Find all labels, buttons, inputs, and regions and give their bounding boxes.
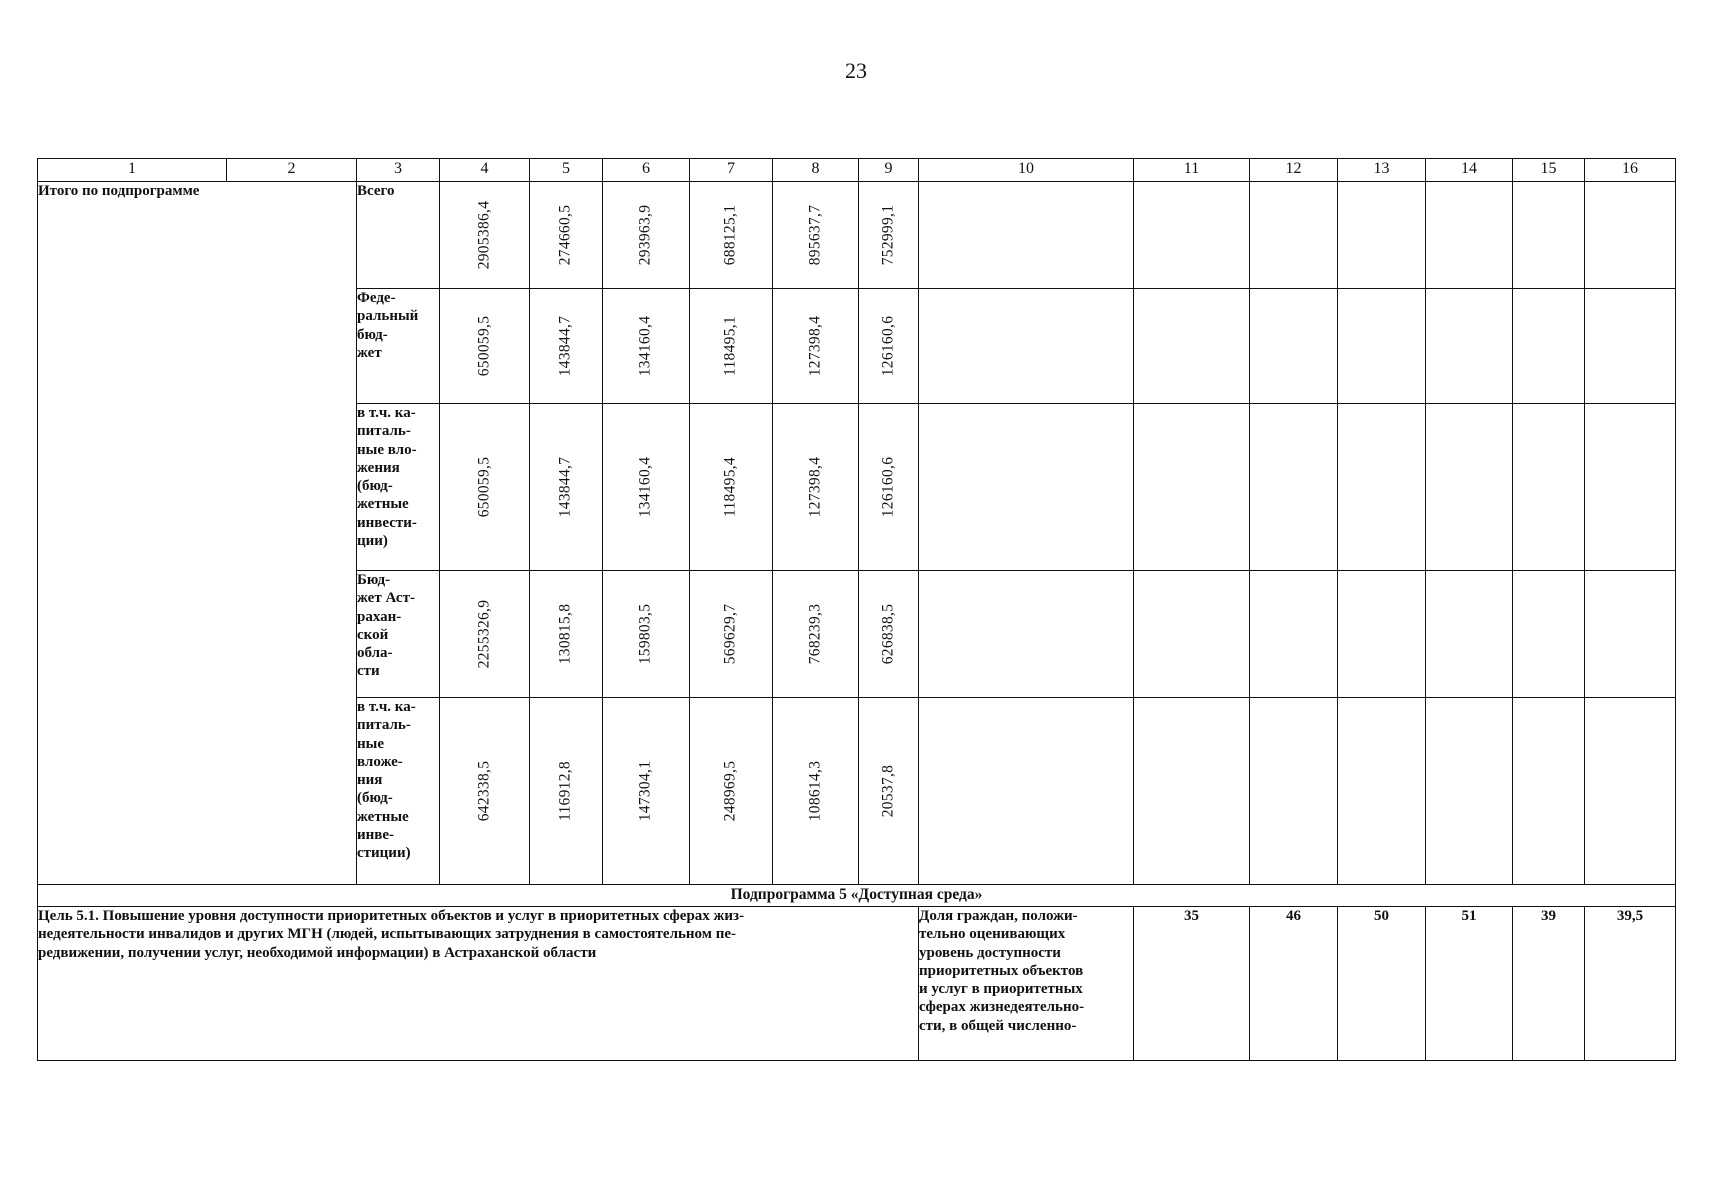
empty-cell [1134, 698, 1250, 885]
amount-cell: 134160,4 [603, 404, 690, 571]
empty-cell [1338, 404, 1426, 571]
amount-cell: 650059,5 [440, 289, 530, 404]
funding-source: в т.ч. ка- питаль- ные вложе- ния (бюд- жетные инве- стиции) [357, 698, 440, 885]
amount-cell: 118495,4 [690, 404, 773, 571]
empty-cell [1426, 182, 1513, 289]
column-number: 7 [690, 159, 773, 182]
budget-table [37, 158, 1676, 1061]
empty-cell [1134, 182, 1250, 289]
funding-source: в т.ч. ка- питаль- ные вло- жения (бюд- жетные инвести- ции) [357, 404, 440, 571]
empty-cell [1426, 571, 1513, 698]
empty-cell [1250, 289, 1338, 404]
empty-cell [1338, 289, 1426, 404]
empty-cell [1250, 404, 1338, 571]
amount-cell: 248969,5 [690, 698, 773, 885]
empty-cell [1250, 182, 1338, 289]
total-label: Итого по подпрограмме [38, 182, 357, 885]
amount-cell: 895637,7 [773, 182, 859, 289]
indicator-text: Доля граждан, положи- тельно оценивающих уровень доступности приоритетных объектов и услуг в приоритетных сферах жизнедеятельно- сти, в общей численно- [919, 907, 1134, 1061]
column-number: 15 [1513, 159, 1585, 182]
column-number-row [38, 159, 1676, 182]
empty-cell [1134, 404, 1250, 571]
empty-cell [1585, 404, 1676, 571]
amount-cell: 159803,5 [603, 571, 690, 698]
amount-cell: 143844,7 [530, 404, 603, 571]
funding-source: Бюд- жет Аст- рахан- ской обла- сти [357, 571, 440, 698]
table-row [38, 885, 1676, 907]
amount-cell: 752999,1 [859, 182, 919, 289]
amount-cell: 108614,3 [773, 698, 859, 885]
column-number: 14 [1426, 159, 1513, 182]
column-number: 10 [919, 159, 1134, 182]
amount-cell: 650059,5 [440, 404, 530, 571]
column-number: 2 [227, 159, 357, 182]
column-number: 6 [603, 159, 690, 182]
empty-cell [1513, 698, 1585, 885]
column-number: 12 [1250, 159, 1338, 182]
amount-cell: 688125,1 [690, 182, 773, 289]
amount-cell: 126160,6 [859, 289, 919, 404]
empty-cell [919, 571, 1134, 698]
amount-cell: 127398,4 [773, 289, 859, 404]
column-number: 16 [1585, 159, 1676, 182]
column-number: 4 [440, 159, 530, 182]
amount-cell: 2255326,9 [440, 571, 530, 698]
column-number: 1 [38, 159, 227, 182]
amount-cell: 147304,1 [603, 698, 690, 885]
target-value: 50 [1338, 907, 1426, 1061]
goal-text: Цель 5.1. Повышение уровня доступности приоритетных объектов и услуг в приоритетных сферах жиз- недеятельности инвалидов и других МГН (людей, испытывающих затруднения в самостоятельном пе- редвижении, получении услуг, необходимой информации) в Астраханской области [38, 907, 919, 1061]
amount-cell: 126160,6 [859, 404, 919, 571]
column-number: 3 [357, 159, 440, 182]
amount-cell: 130815,8 [530, 571, 603, 698]
empty-cell [919, 404, 1134, 571]
target-value: 51 [1426, 907, 1513, 1061]
empty-cell [1134, 289, 1250, 404]
table-row [38, 182, 1676, 289]
column-number: 9 [859, 159, 919, 182]
column-number: 13 [1338, 159, 1426, 182]
amount-cell: 626838,5 [859, 571, 919, 698]
empty-cell [1338, 571, 1426, 698]
table-row [38, 907, 1676, 1061]
empty-cell [1585, 698, 1676, 885]
amount-cell: 642338,5 [440, 698, 530, 885]
empty-cell [1250, 698, 1338, 885]
target-value: 39,5 [1585, 907, 1676, 1061]
empty-cell [1426, 698, 1513, 885]
empty-cell [1513, 289, 1585, 404]
empty-cell [1250, 571, 1338, 698]
amount-cell: 20537,8 [859, 698, 919, 885]
target-value: 35 [1134, 907, 1250, 1061]
empty-cell [919, 182, 1134, 289]
empty-cell [1338, 182, 1426, 289]
amount-cell: 768239,3 [773, 571, 859, 698]
amount-cell: 293963,9 [603, 182, 690, 289]
amount-cell: 2905386,4 [440, 182, 530, 289]
funding-source: Феде- ральный бюд- жет [357, 289, 440, 404]
empty-cell [1513, 404, 1585, 571]
empty-cell [1426, 289, 1513, 404]
amount-cell: 569629,7 [690, 571, 773, 698]
amount-cell: 143844,7 [530, 289, 603, 404]
amount-cell: 134160,4 [603, 289, 690, 404]
empty-cell [1585, 571, 1676, 698]
column-number: 5 [530, 159, 603, 182]
empty-cell [1134, 571, 1250, 698]
empty-cell [1513, 571, 1585, 698]
empty-cell [1585, 289, 1676, 404]
column-number: 11 [1134, 159, 1250, 182]
empty-cell [1513, 182, 1585, 289]
empty-cell [919, 289, 1134, 404]
amount-cell: 127398,4 [773, 404, 859, 571]
amount-cell: 274660,5 [530, 182, 603, 289]
amount-cell: 118495,1 [690, 289, 773, 404]
funding-source: Всего [357, 182, 440, 289]
target-value: 46 [1250, 907, 1338, 1061]
amount-cell: 116912,8 [530, 698, 603, 885]
empty-cell [1338, 698, 1426, 885]
empty-cell [919, 698, 1134, 885]
page-number: 23 [845, 58, 867, 83]
empty-cell [1585, 182, 1676, 289]
target-value: 39 [1513, 907, 1585, 1061]
empty-cell [1426, 404, 1513, 571]
subprogram-title: Подпрограмма 5 «Доступная среда» [38, 885, 1676, 907]
column-number: 8 [773, 159, 859, 182]
